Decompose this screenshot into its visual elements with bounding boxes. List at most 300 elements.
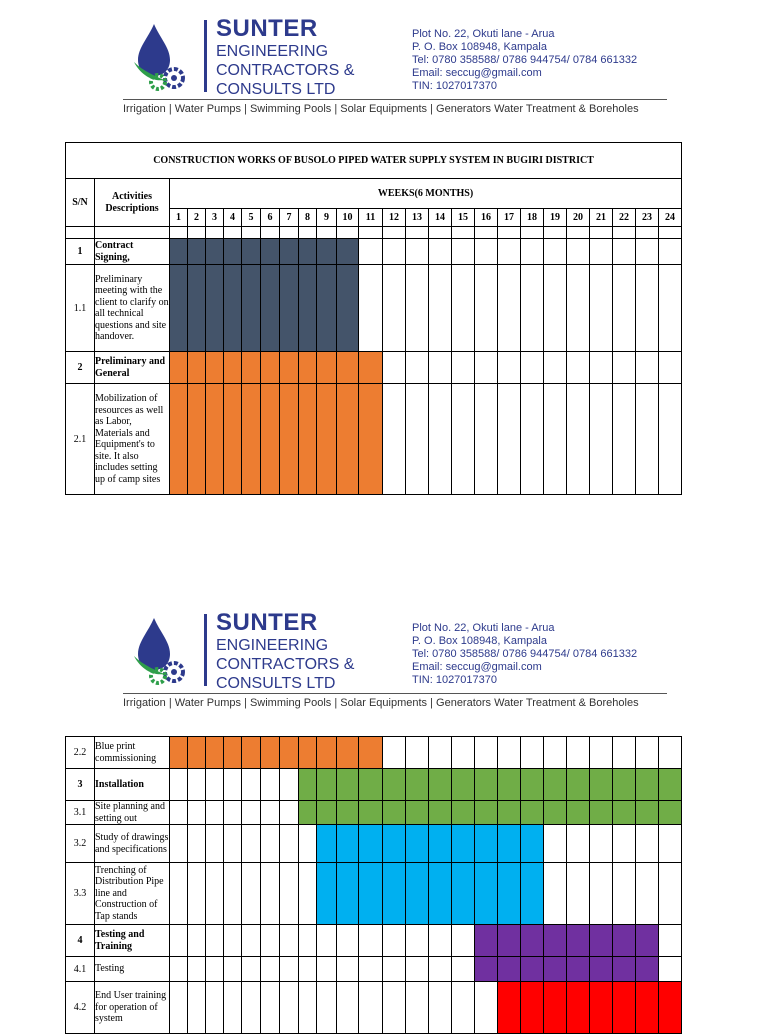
spacer-cell — [498, 227, 521, 239]
gantt-empty-cell — [521, 239, 544, 265]
gantt-bar-cell — [299, 384, 317, 495]
gantt-empty-cell — [659, 925, 682, 957]
gantt-empty-cell — [429, 352, 452, 384]
gantt-bar-cell — [475, 801, 498, 825]
gantt-bar-cell — [475, 863, 498, 925]
sn-header: S/N — [66, 179, 95, 227]
week-number: 7 — [280, 209, 299, 227]
gantt-empty-cell — [359, 925, 383, 957]
gantt-empty-cell — [206, 925, 224, 957]
gantt-empty-cell — [170, 801, 188, 825]
spacer-cell — [95, 227, 170, 239]
gantt-bar-cell — [383, 863, 406, 925]
gantt-empty-cell — [659, 737, 682, 769]
gantt-empty-cell — [280, 925, 299, 957]
gantt-empty-cell — [521, 384, 544, 495]
gantt-empty-cell — [383, 384, 406, 495]
gantt-bar-cell — [170, 239, 188, 265]
gantt-empty-cell — [521, 265, 544, 352]
gantt-empty-cell — [188, 863, 206, 925]
gantt-empty-cell — [242, 957, 261, 982]
gantt-bar-cell — [613, 957, 636, 982]
gantt-empty-cell — [498, 737, 521, 769]
gantt-empty-cell — [475, 737, 498, 769]
gantt-empty-cell — [317, 925, 337, 957]
gantt-empty-cell — [383, 957, 406, 982]
gantt-empty-cell — [544, 825, 567, 863]
spacer-cell — [188, 227, 206, 239]
gantt-bar-cell — [224, 265, 242, 352]
gantt-empty-cell — [406, 925, 429, 957]
contact-block — [412, 28, 637, 93]
week-number: 4 — [224, 209, 242, 227]
gantt-empty-cell — [170, 769, 188, 801]
gantt-empty-cell — [544, 737, 567, 769]
gantt-bar-cell — [317, 352, 337, 384]
gantt-empty-cell — [224, 801, 242, 825]
gantt-empty-cell — [224, 982, 242, 1034]
gantt-bar-cell — [188, 239, 206, 265]
gantt-empty-cell — [544, 384, 567, 495]
gantt-bar-cell — [242, 265, 261, 352]
gantt-bar-cell — [567, 957, 590, 982]
gantt-bar-cell — [317, 863, 337, 925]
gantt-empty-cell — [613, 863, 636, 925]
company-name-block — [216, 610, 354, 693]
gantt-empty-cell — [452, 925, 475, 957]
gantt-bar-cell — [299, 801, 317, 825]
gantt-empty-cell — [337, 957, 359, 982]
gantt-bar-cell — [498, 769, 521, 801]
gantt-bar-cell — [359, 769, 383, 801]
activity-row — [66, 925, 682, 957]
gantt-empty-cell — [317, 957, 337, 982]
gantt-bar-cell — [280, 265, 299, 352]
activity-sn: 2.2 — [66, 737, 95, 769]
gantt-bar-cell — [337, 863, 359, 925]
spacer-cell — [66, 227, 95, 239]
gantt-bar-cell — [359, 384, 383, 495]
gantt-bar-cell — [261, 737, 280, 769]
tin: TIN: 1027017370 — [412, 674, 498, 686]
activity-sn: 4.2 — [66, 982, 95, 1034]
gantt-empty-cell — [544, 352, 567, 384]
gantt-empty-cell — [429, 982, 452, 1034]
gantt-empty-cell — [567, 265, 590, 352]
gantt-bar-cell — [590, 769, 613, 801]
spacer-cell — [383, 227, 406, 239]
spacer-cell — [280, 227, 299, 239]
gantt-empty-cell — [613, 737, 636, 769]
gantt-empty-cell — [242, 825, 261, 863]
week-number: 19 — [544, 209, 567, 227]
gantt-bar-cell — [337, 265, 359, 352]
gantt-bar-cell — [188, 384, 206, 495]
company-name: SUNTER — [216, 609, 318, 636]
gantt-empty-cell — [280, 957, 299, 982]
gantt-empty-cell — [383, 352, 406, 384]
week-number: 2 — [188, 209, 206, 227]
spacer-cell — [317, 227, 337, 239]
gantt-empty-cell — [613, 825, 636, 863]
gantt-bar-cell — [317, 769, 337, 801]
contact-block — [412, 622, 637, 687]
gantt-table-page-1 — [65, 142, 682, 495]
gantt-bar-cell — [544, 982, 567, 1034]
gantt-bar-cell — [521, 925, 544, 957]
gantt-empty-cell — [406, 239, 429, 265]
gantt-empty-cell — [429, 239, 452, 265]
gantt-empty-cell — [206, 825, 224, 863]
gantt-empty-cell — [659, 863, 682, 925]
gantt-bar-cell — [406, 863, 429, 925]
gantt-bar-cell — [498, 925, 521, 957]
gantt-bar-cell — [498, 957, 521, 982]
gantt-empty-cell — [452, 982, 475, 1034]
gantt-empty-cell — [261, 769, 280, 801]
gantt-bar-cell — [170, 352, 188, 384]
gantt-bar-cell — [188, 352, 206, 384]
activity-row — [66, 265, 682, 352]
gantt-bar-cell — [317, 265, 337, 352]
tin: TIN: 1027017370 — [412, 80, 498, 92]
gantt-bar-cell — [261, 239, 280, 265]
gantt-empty-cell — [475, 352, 498, 384]
gantt-bar-cell — [452, 863, 475, 925]
gantt-bar-cell — [613, 925, 636, 957]
week-number: 1 — [170, 209, 188, 227]
gantt-empty-cell — [659, 384, 682, 495]
telephone: Tel: 0780 358588/ 0786 944754/ 0784 661332 — [412, 648, 638, 660]
gantt-bar-cell — [636, 925, 659, 957]
gantt-bar-cell — [475, 769, 498, 801]
gantt-empty-cell — [383, 239, 406, 265]
gantt-empty-cell — [498, 239, 521, 265]
address-line-2: P. O. Box 108948, Kampala — [412, 41, 547, 53]
gantt-empty-cell — [242, 801, 261, 825]
gantt-empty-cell — [206, 982, 224, 1034]
gantt-bar-cell — [452, 769, 475, 801]
gantt-bar-cell — [206, 352, 224, 384]
gantt-bar-cell — [521, 863, 544, 925]
gantt-bar-cell — [337, 737, 359, 769]
spacer-cell — [359, 227, 383, 239]
gantt-empty-cell — [383, 737, 406, 769]
gantt-empty-cell — [261, 801, 280, 825]
week-number: 21 — [590, 209, 613, 227]
gantt-bar-cell — [636, 957, 659, 982]
activity-sn: 3.2 — [66, 825, 95, 863]
gantt-bar-cell — [299, 737, 317, 769]
gantt-empty-cell — [590, 863, 613, 925]
gantt-empty-cell — [452, 737, 475, 769]
gantt-bar-cell — [521, 957, 544, 982]
table-title: CONSTRUCTION WORKS OF BUSOLO PIPED WATER SUPPLY SYSTEM IN BUGIRI DISTRICT — [66, 143, 682, 179]
spacer-cell — [636, 227, 659, 239]
gantt-empty-cell — [406, 737, 429, 769]
gantt-empty-cell — [659, 352, 682, 384]
gantt-empty-cell — [498, 265, 521, 352]
gantt-empty-cell — [224, 825, 242, 863]
gantt-bar-cell — [590, 982, 613, 1034]
telephone: Tel: 0780 358588/ 0786 944754/ 0784 661332 — [412, 54, 638, 66]
gantt-empty-cell — [359, 239, 383, 265]
activity-row — [66, 801, 682, 825]
activity-sn: 1.1 — [66, 265, 95, 352]
gantt-empty-cell — [224, 769, 242, 801]
week-number: 9 — [317, 209, 337, 227]
gantt-empty-cell — [299, 982, 317, 1034]
activity-row — [66, 863, 682, 925]
gantt-empty-cell — [406, 352, 429, 384]
gantt-bar-cell — [567, 982, 590, 1034]
gantt-empty-cell — [359, 957, 383, 982]
activity-row — [66, 957, 682, 982]
gantt-empty-cell — [613, 352, 636, 384]
week-number: 5 — [242, 209, 261, 227]
activity-description: Installation — [95, 769, 170, 801]
gantt-empty-cell — [590, 239, 613, 265]
gantt-empty-cell — [280, 769, 299, 801]
gantt-bar-cell — [188, 737, 206, 769]
spacer-cell — [299, 227, 317, 239]
letterhead-rule — [123, 99, 667, 100]
spacer-cell — [567, 227, 590, 239]
gantt-bar-cell — [359, 801, 383, 825]
gantt-empty-cell — [406, 957, 429, 982]
gantt-bar-cell — [429, 769, 452, 801]
gantt-empty-cell — [299, 957, 317, 982]
gantt-bar-cell — [299, 769, 317, 801]
gantt-empty-cell — [429, 384, 452, 495]
gantt-empty-cell — [429, 265, 452, 352]
gantt-bar-cell — [224, 352, 242, 384]
gantt-bar-cell — [280, 384, 299, 495]
gantt-bar-cell — [280, 352, 299, 384]
gantt-empty-cell — [280, 982, 299, 1034]
gantt-empty-cell — [406, 982, 429, 1034]
gantt-empty-cell — [659, 239, 682, 265]
email: Email: seccug@gmail.com — [412, 661, 542, 673]
gantt-empty-cell — [383, 925, 406, 957]
gantt-bar-cell — [206, 239, 224, 265]
letterhead-rule — [123, 693, 667, 694]
activity-description: Mobilization of resources as well as Labor, Materials and Equipment's to site. It also includes setting up of camp sites — [95, 384, 170, 495]
gantt-bar-cell — [636, 982, 659, 1034]
gantt-empty-cell — [337, 982, 359, 1034]
gantt-bar-cell — [359, 863, 383, 925]
gantt-bar-cell — [429, 863, 452, 925]
gantt-bar-cell — [452, 801, 475, 825]
gantt-empty-cell — [567, 239, 590, 265]
gantt-empty-cell — [188, 957, 206, 982]
spacer-cell — [544, 227, 567, 239]
gantt-empty-cell — [567, 863, 590, 925]
spacer-cell — [170, 227, 188, 239]
activity-sn: 4 — [66, 925, 95, 957]
activity-description: Preliminary meeting with the client to clarify on all technical questions and site handover. — [95, 265, 170, 352]
gantt-empty-cell — [636, 265, 659, 352]
gantt-bar-cell — [170, 737, 188, 769]
spacer-cell — [613, 227, 636, 239]
spacer-cell — [261, 227, 280, 239]
gantt-empty-cell — [452, 957, 475, 982]
gantt-bar-cell — [590, 957, 613, 982]
gantt-bar-cell — [498, 825, 521, 863]
gantt-bar-cell — [242, 352, 261, 384]
company-logo-icon — [130, 22, 192, 92]
week-number: 3 — [206, 209, 224, 227]
company-name-block — [216, 16, 354, 99]
gantt-bar-cell — [429, 801, 452, 825]
gantt-bar-cell — [337, 239, 359, 265]
company-name-line-1: ENGINEERING — [216, 637, 329, 654]
gantt-empty-cell — [475, 239, 498, 265]
gantt-bar-cell — [567, 801, 590, 825]
gantt-empty-cell — [567, 384, 590, 495]
spacer-cell — [406, 227, 429, 239]
gantt-bar-cell — [280, 239, 299, 265]
gantt-empty-cell — [188, 769, 206, 801]
gantt-bar-cell — [337, 769, 359, 801]
gantt-empty-cell — [659, 265, 682, 352]
spacer-cell — [224, 227, 242, 239]
gantt-bar-cell — [475, 957, 498, 982]
gantt-bar-cell — [242, 737, 261, 769]
gantt-bar-cell — [567, 925, 590, 957]
activity-description: Preliminary and General — [95, 352, 170, 384]
gantt-empty-cell — [359, 982, 383, 1034]
gantt-empty-cell — [406, 265, 429, 352]
gantt-bar-cell — [567, 769, 590, 801]
gantt-bar-cell — [475, 925, 498, 957]
gantt-bar-cell — [521, 769, 544, 801]
gantt-empty-cell — [299, 863, 317, 925]
activity-description: Site planning and setting out — [95, 801, 170, 825]
week-number: 20 — [567, 209, 590, 227]
gantt-empty-cell — [280, 801, 299, 825]
gantt-empty-cell — [429, 957, 452, 982]
gantt-empty-cell — [261, 863, 280, 925]
activity-description: Contract Signing, — [95, 239, 170, 265]
gantt-bar-cell — [261, 265, 280, 352]
gantt-empty-cell — [452, 384, 475, 495]
activity-description: Testing and Training — [95, 925, 170, 957]
company-name: SUNTER — [216, 15, 318, 42]
gantt-bar-cell — [429, 825, 452, 863]
gantt-empty-cell — [636, 825, 659, 863]
gantt-empty-cell — [170, 925, 188, 957]
gantt-bar-cell — [206, 737, 224, 769]
activity-description: Study of drawings and specifications — [95, 825, 170, 863]
gantt-bar-cell — [224, 239, 242, 265]
activity-description: Trenching of Distribution Pipe line and Construction of Tap stands — [95, 863, 170, 925]
gantt-empty-cell — [188, 982, 206, 1034]
address-line-1: Plot No. 22, Okuti lane - Arua — [412, 622, 555, 634]
gantt-bar-cell — [452, 825, 475, 863]
gantt-bar-cell — [544, 925, 567, 957]
gantt-empty-cell — [261, 957, 280, 982]
gantt-empty-cell — [498, 384, 521, 495]
activity-description: Testing — [95, 957, 170, 982]
address-line-1: Plot No. 22, Okuti lane - Arua — [412, 28, 555, 40]
gantt-empty-cell — [188, 801, 206, 825]
gantt-empty-cell — [429, 925, 452, 957]
spacer-cell — [475, 227, 498, 239]
gantt-bar-cell — [299, 265, 317, 352]
gantt-bar-cell — [299, 352, 317, 384]
gantt-bar-cell — [261, 352, 280, 384]
gantt-empty-cell — [299, 825, 317, 863]
gantt-bar-cell — [636, 801, 659, 825]
week-number: 15 — [452, 209, 475, 227]
gantt-empty-cell — [475, 265, 498, 352]
gantt-bar-cell — [590, 801, 613, 825]
gantt-empty-cell — [452, 239, 475, 265]
gantt-bar-cell — [224, 737, 242, 769]
services-line: Irrigation | Water Pumps | Swimming Pools | Solar Equipments | Generators Water Treatment & Boreholes — [123, 697, 639, 709]
gantt-empty-cell — [261, 982, 280, 1034]
activity-row — [66, 239, 682, 265]
gantt-bar-cell — [359, 825, 383, 863]
gantt-bar-cell — [406, 825, 429, 863]
letterhead-divider — [204, 614, 207, 686]
company-name-line-3: CONSULTS LTD — [216, 675, 336, 692]
gantt-empty-cell — [590, 265, 613, 352]
gantt-empty-cell — [359, 265, 383, 352]
company-name-line-2: CONTRACTORS & — [216, 656, 355, 673]
gantt-bar-cell — [613, 982, 636, 1034]
gantt-empty-cell — [659, 957, 682, 982]
week-number: 17 — [498, 209, 521, 227]
activity-row — [66, 384, 682, 495]
week-number: 10 — [337, 209, 359, 227]
activity-sn: 2.1 — [66, 384, 95, 495]
activity-row — [66, 737, 682, 769]
activity-row — [66, 825, 682, 863]
gantt-bar-cell — [317, 384, 337, 495]
activity-sn: 2 — [66, 352, 95, 384]
gantt-bar-cell — [170, 384, 188, 495]
spacer-cell — [337, 227, 359, 239]
company-name-line-3: CONSULTS LTD — [216, 81, 336, 98]
gantt-bar-cell — [224, 384, 242, 495]
week-number: 14 — [429, 209, 452, 227]
gantt-empty-cell — [452, 352, 475, 384]
spacer-cell — [206, 227, 224, 239]
gantt-empty-cell — [261, 925, 280, 957]
gantt-empty-cell — [521, 352, 544, 384]
spacer-cell — [521, 227, 544, 239]
gantt-empty-cell — [188, 925, 206, 957]
gantt-bar-cell — [317, 239, 337, 265]
gantt-empty-cell — [170, 957, 188, 982]
gantt-empty-cell — [567, 825, 590, 863]
gantt-empty-cell — [206, 801, 224, 825]
spacer-cell — [429, 227, 452, 239]
gantt-empty-cell — [224, 957, 242, 982]
address-line-2: P. O. Box 108948, Kampala — [412, 635, 547, 647]
letterhead-divider — [204, 20, 207, 92]
gantt-bar-cell — [337, 352, 359, 384]
gantt-bar-cell — [613, 801, 636, 825]
gantt-empty-cell — [613, 265, 636, 352]
gantt-bar-cell — [317, 825, 337, 863]
gantt-empty-cell — [242, 863, 261, 925]
gantt-bar-cell — [170, 265, 188, 352]
gantt-bar-cell — [521, 825, 544, 863]
gantt-bar-cell — [242, 239, 261, 265]
